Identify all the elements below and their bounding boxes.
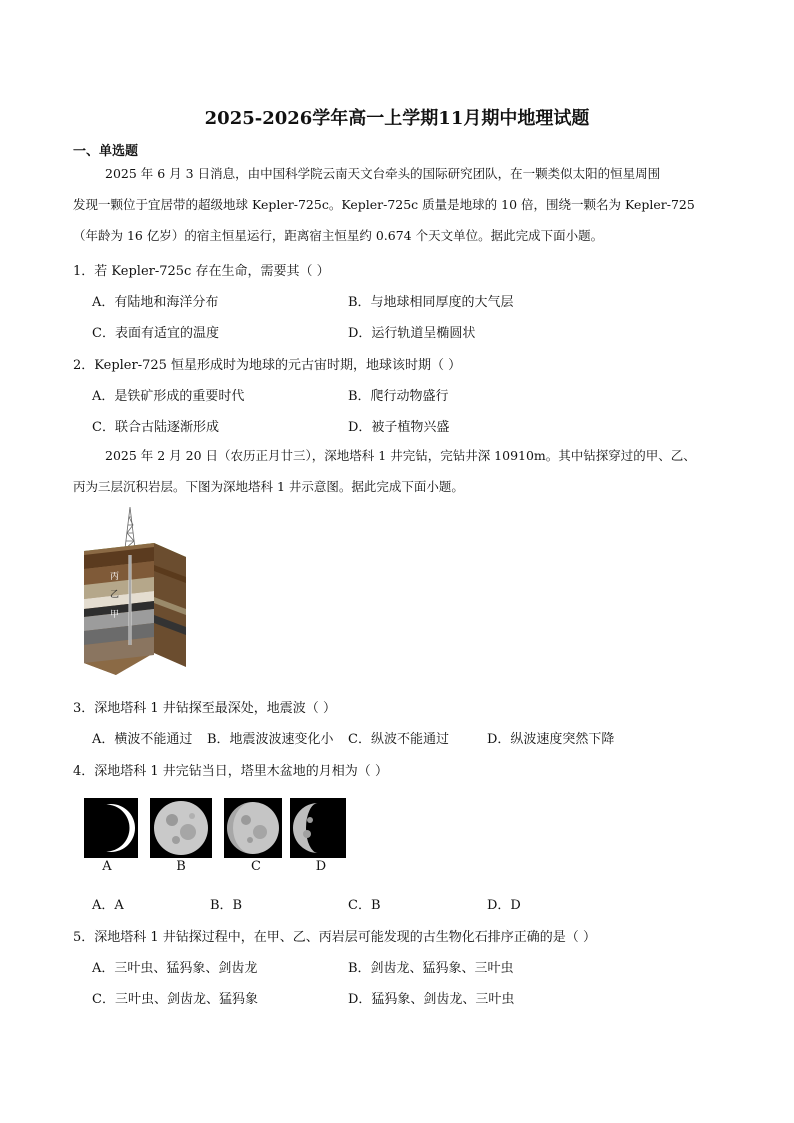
question-2-option-a[interactable]: A．是铁矿形成的重要时代: [92, 389, 245, 404]
question-3-stem: 3．深地塔科 1 井钻探至最深处，地震波（ ）: [73, 701, 336, 716]
question-5-option-b[interactable]: B．剑齿龙、猛犸象、三叶虫: [348, 961, 514, 976]
question-3-option-a[interactable]: A．横波不能通过: [92, 732, 193, 747]
moon-label-c: C: [251, 859, 261, 874]
moon-label-d: D: [315, 859, 327, 874]
stratum-label-yi: 乙: [110, 590, 120, 600]
moon-phase-d-image: [290, 798, 346, 858]
stratum-label-bing: 丙: [110, 572, 120, 582]
question-1-option-d[interactable]: D．运行轨道呈椭圆状: [348, 326, 476, 341]
passage-2-line-2: 丙为三层沉积岩层。下图为深地塔科 1 井示意图。据此完成下面小题。: [73, 479, 464, 494]
passage-1-line-3: （年龄为 16 亿岁）的宿主恒星运行，距离宿主恒星约 0.674 个天文单位。据此完成下面小题。: [73, 228, 604, 243]
question-4-option-a[interactable]: A．A: [92, 898, 124, 913]
passage-1-line-1: 2025 年 6 月 3 日消息，由中国科学院云南天文台牵头的国际研究团队，在一颗类似太阳的恒星周围: [105, 166, 661, 181]
question-5-stem: 5．深地塔科 1 井钻探过程中，在甲、乙、丙岩层可能发现的古生物化石排序正确的是（ ）: [73, 930, 596, 945]
question-1-stem: 1．若 Kepler-725c 存在生命，需要其（ ）: [73, 264, 330, 279]
question-4-option-b[interactable]: B．B: [210, 898, 243, 913]
moon-phase-c-image: [224, 798, 282, 858]
well-diagram-image: [80, 505, 190, 685]
question-5-option-c[interactable]: C．三叶虫、剑齿龙、猛犸象: [92, 992, 258, 1007]
passage-1: [73, 158, 723, 251]
passage-2: [73, 440, 723, 502]
moon-phase-a-image: [84, 798, 138, 858]
question-1-option-b[interactable]: B．与地球相同厚度的大气层: [348, 295, 514, 310]
question-3-option-c[interactable]: C．纵波不能通过: [348, 732, 449, 747]
drilling-well-figure: [80, 505, 190, 685]
moon-phase-b-image: [150, 798, 212, 858]
question-3-option-b[interactable]: B．地震波波速变化小: [207, 732, 334, 747]
passage-1-line-2: 发现一颗位于宜居带的超级地球 Kepler-725c。Kepler-725c 质量是地球的 10 倍，围绕一颗名为 Kepler-725: [73, 197, 695, 212]
question-2-option-c[interactable]: C．联合古陆逐渐形成: [92, 420, 219, 435]
question-1-option-c[interactable]: C．表面有适宜的温度: [92, 326, 219, 341]
question-2-option-d[interactable]: D．被子植物兴盛: [348, 420, 450, 435]
question-5-option-a[interactable]: A．三叶虫、猛犸象、剑齿龙: [92, 961, 258, 976]
page-title: 2025-2026学年高一上学期11月期中地理试题: [204, 108, 590, 129]
question-2-option-b[interactable]: B．爬行动物盛行: [348, 389, 449, 404]
stratum-label-jia: 甲: [110, 610, 120, 620]
moon-label-a: A: [102, 859, 112, 874]
moon-label-b: B: [176, 859, 186, 874]
question-2-stem: 2．Kepler-725 恒星形成时为地球的元古宙时期，地球该时期（ ）: [73, 358, 462, 373]
question-3-option-d[interactable]: D．纵波速度突然下降: [487, 732, 615, 747]
question-5-option-d[interactable]: D．猛犸象、剑齿龙、三叶虫: [348, 992, 515, 1007]
question-1-option-a[interactable]: A．有陆地和海洋分布: [92, 295, 219, 310]
question-4-option-d[interactable]: D．D: [487, 898, 521, 913]
question-4-stem: 4．深地塔科 1 井完钻当日，塔里木盆地的月相为（ ）: [73, 764, 388, 779]
section-heading: 一、单选题: [73, 144, 139, 159]
question-4-option-c[interactable]: C．B: [348, 898, 381, 913]
passage-2-line-1: 2025 年 2 月 20 日（农历正月廿三），深地塔科 1 井完钻，完钻井深 10910m。其中钻探穿过的甲、乙、: [105, 448, 696, 463]
